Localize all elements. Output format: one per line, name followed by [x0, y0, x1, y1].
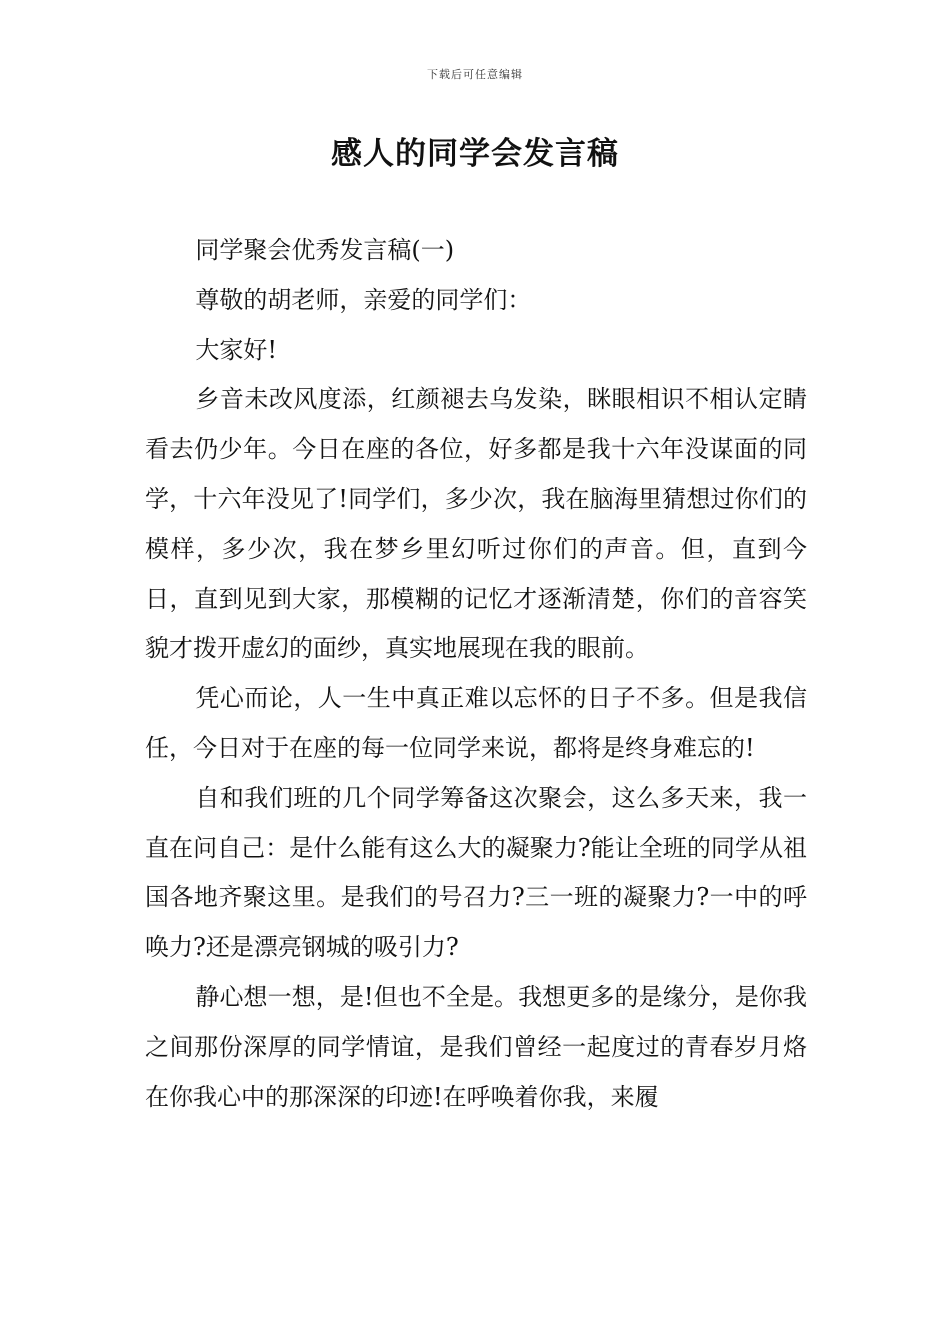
paragraph-body: 乡音未改风度添，红颜褪去乌发染，眯眼相识不相认定睛看去仍少年。今日在座的各位，好多都是我十六年没谋面的同学，十六年没见了!同学们，多少次，我在脑海里猜想过你们的模样，多少次，我在梦乡里幻听过你们的声音。但，直到今日，直到见到大家，那模糊的记忆才逐渐清楚，你们的音容笑貌才拨开虚幻的面纱，真实地展现在我的眼前。: [145, 385, 807, 663]
paragraph-greeting: 大家好!: [195, 335, 278, 364]
paragraph-body: 凭心而论，人一生中真正难以忘怀的日子不多。但是我信任，今日对于在座的每一位同学来说，都将是终身难忘的!: [145, 684, 807, 762]
document-title: 感人的同学会发言稿: [331, 136, 619, 172]
paragraph-body: 静心想一想，是!但也不全是。我想更多的是缘分，是你我之间那份深厚的同学情谊，是我们曾经一起度过的青春岁月烙在你我心中的那深深的印迹!在呼唤着你我，来履: [145, 982, 807, 1111]
paragraph-body: 自和我们班的几个同学筹备这次聚会，这么多天来，我一直在问自己：是什么能有这么大的凝聚力?能让全班的同学从祖国各地齐聚这里。是我们的号召力?三一班的凝聚力?一中的呼唤力?还是漂亮钢城的吸引力?: [145, 783, 807, 962]
document-body: [145, 226, 807, 1122]
paragraph-subtitle: 同学聚会优秀发言稿(一): [195, 236, 455, 264]
paragraph-salutation: 尊敬的胡老师，亲爱的同学们：: [195, 285, 532, 314]
header-note: 下载后可任意编辑: [427, 68, 523, 81]
